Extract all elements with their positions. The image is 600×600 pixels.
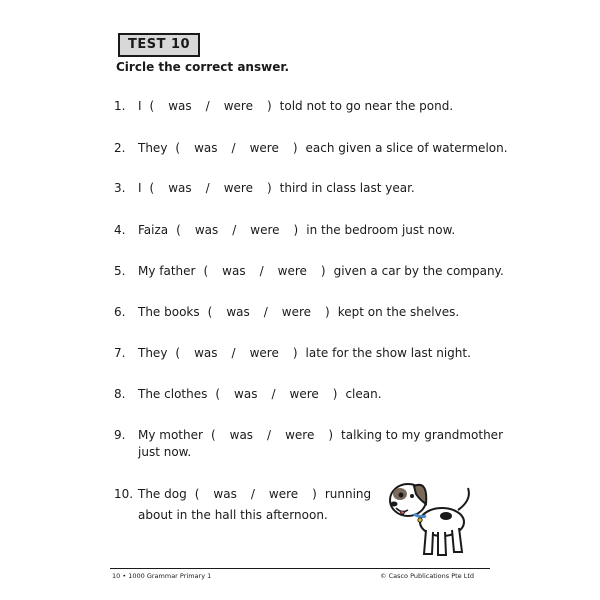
question-post: given a car by the company. [333,264,504,278]
question-pre: My mother [138,428,203,442]
option-were[interactable]: were [285,428,315,442]
question-pre: My father [138,264,196,278]
option-were[interactable]: were [250,223,280,237]
question-number: 5. [114,264,126,278]
option-were[interactable]: were [281,305,312,319]
option-were[interactable]: were [268,487,299,501]
question-7: 7. They ( was / were ) late for the show last night. [114,346,471,360]
question-9: 9. My mother ( was / were ) talking to my grandmother [114,428,503,442]
option-were[interactable]: were [249,346,279,360]
question-number: 7. [114,346,126,360]
question-pre: I [138,99,142,113]
option-was[interactable]: was [213,487,237,501]
question-post: third in class last year. [279,181,415,195]
question-post: running [324,487,372,501]
question-pre: They [138,346,168,360]
option-were[interactable]: were [249,141,279,155]
option-were[interactable]: were [223,181,253,195]
question-post: clean. [345,387,382,401]
question-number: 10. [114,487,134,501]
question-pre: The books [138,305,200,319]
question-4: 4. Faiza ( was / were ) in the bedroom just now. [114,223,456,237]
option-was[interactable]: was [194,346,218,360]
footer-page-info: 10 • 1000 Grammar Primary 1 [112,572,212,580]
question-5: 5. My father ( was / were ) given a car by the company. [114,264,504,278]
question-number: 3. [114,181,126,195]
question-post: talking to my grandmother [341,428,503,442]
option-was[interactable]: was [194,223,219,237]
option-was[interactable]: was [229,428,254,442]
question-post: each given a slice of watermelon. [305,141,508,155]
question-number: 6. [114,305,126,319]
test-label: TEST 10 [118,33,200,57]
question-number: 1. [114,99,126,113]
dog-illustration [380,470,480,560]
option-was[interactable]: was [168,181,192,195]
option-were[interactable]: were [289,387,319,401]
question-post: told not to go near the pond. [279,99,454,113]
option-was[interactable]: was [234,387,258,401]
option-was[interactable]: was [226,305,250,319]
option-were[interactable]: were [223,99,253,113]
option-was[interactable]: was [168,99,192,113]
question-9-continuation: just now. [138,445,192,459]
question-post: in the bedroom just now. [306,223,456,237]
question-pre: Faiza [138,223,169,237]
question-pre: I [138,181,142,195]
option-was[interactable]: was [222,264,246,278]
option-were[interactable]: were [277,264,307,278]
question-post: kept on the shelves. [337,305,460,319]
instruction-text: Circle the correct answer. [116,60,290,74]
question-number: 8. [114,387,126,401]
question-8: 8. The clothes ( was / were ) clean. [114,387,382,401]
question-2: 2. They ( was / were ) each given a slice of watermelon. [114,141,508,155]
footer-divider [110,568,490,569]
question-3: 3. I ( was / were ) third in class last year. [114,181,415,195]
question-6: 6. The books ( was / were ) kept on the shelves. [114,305,460,319]
question-number: 4. [114,223,126,237]
question-post: late for the show last night. [305,346,471,360]
footer-copyright: © Casco Publications Pte Ltd [380,572,475,580]
option-was[interactable]: was [194,141,218,155]
question-pre: The clothes [138,387,208,401]
question-10: 10. The dog ( was / were ) running [114,487,372,501]
question-1: 1. I ( was / were ) told not to go near the pond. [114,99,454,113]
question-number: 9. [114,428,126,442]
question-pre: The dog [138,487,187,501]
question-pre: They [138,141,168,155]
question-10-continuation: about in the hall this afternoon. [138,508,328,522]
question-number: 2. [114,141,126,155]
